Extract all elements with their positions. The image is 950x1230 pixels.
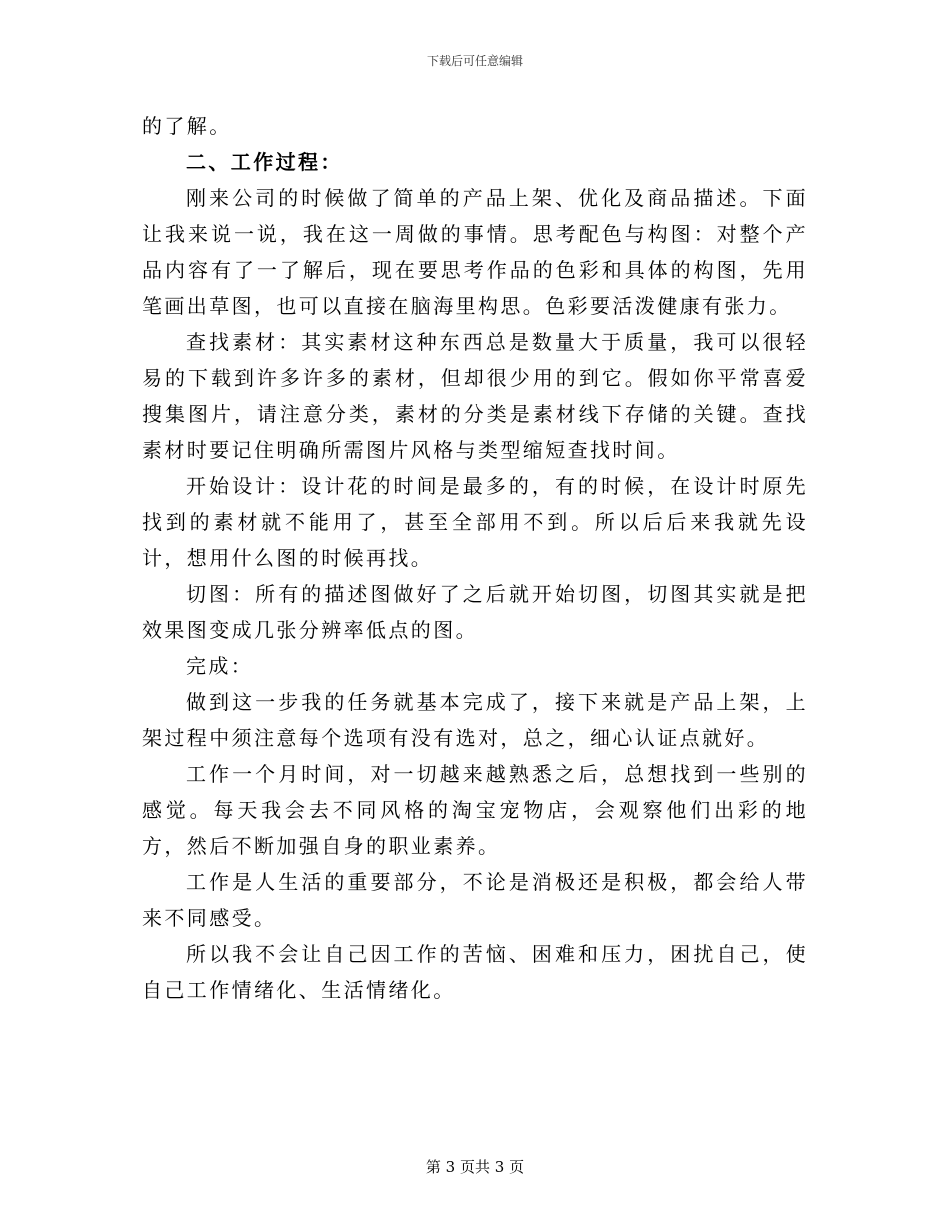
- document-body: [142, 108, 808, 1008]
- page-header: 下载后可任意编辑: [426, 54, 523, 68]
- paragraph: 切图：所有的描述图做好了之后就开始切图，切图其实就是把效果图变成几张分辨率低点的图。: [142, 582, 808, 642]
- paragraph: 做到这一步我的任务就基本完成了，接下来就是产品上架，上架过程中须注意每个选项有没有选对，总之，细心认证点就好。: [142, 690, 808, 750]
- paragraph: 完成：: [186, 654, 254, 678]
- paragraph: 工作一个月时间，对一切越来越熟悉之后，总想找到一些别的感觉。每天我会去不同风格的淘宝宠物店，会观察他们出彩的地方，然后不断加强自身的职业素养。: [142, 762, 808, 858]
- paragraph: 所以我不会让自己因工作的苦恼、困难和压力，困扰自己，使自己工作情绪化、生活情绪化。: [142, 942, 808, 1002]
- paragraph: 工作是人生活的重要部分，不论是消极还是积极，都会给人带来不同感受。: [142, 870, 808, 930]
- paragraph: 查找素材：其实素材这种东西总是数量大于质量，我可以很轻易的下载到许多许多的素材，但却很少用的到它。假如你平常喜爱搜集图片，请注意分类，素材的分类是素材线下存储的关键。查找素材时要记住明确所需图片风格与类型缩短查找时间。: [142, 330, 808, 462]
- paragraph-continuation: 的了解。: [142, 114, 232, 138]
- paragraph: 开始设计：设计花的时间是最多的，有的时候，在设计时原先找到的素材就不能用了，甚至全部用不到。所以后后来我就先设计，想用什么图的时候再找。: [142, 474, 808, 570]
- section-heading: 二、工作过程：: [186, 150, 343, 174]
- page-footer: 第 3 页共 3 页: [425, 1158, 525, 1176]
- paragraph: 刚来公司的时候做了简单的产品上架、优化及商品描述。下面让我来说一说，我在这一周做的事情。思考配色与构图：对整个产品内容有了一了解后，现在要思考作品的色彩和具体的构图，先用笔画出草图，也可以直接在脑海里构思。色彩要活泼健康有张力。: [142, 186, 808, 318]
